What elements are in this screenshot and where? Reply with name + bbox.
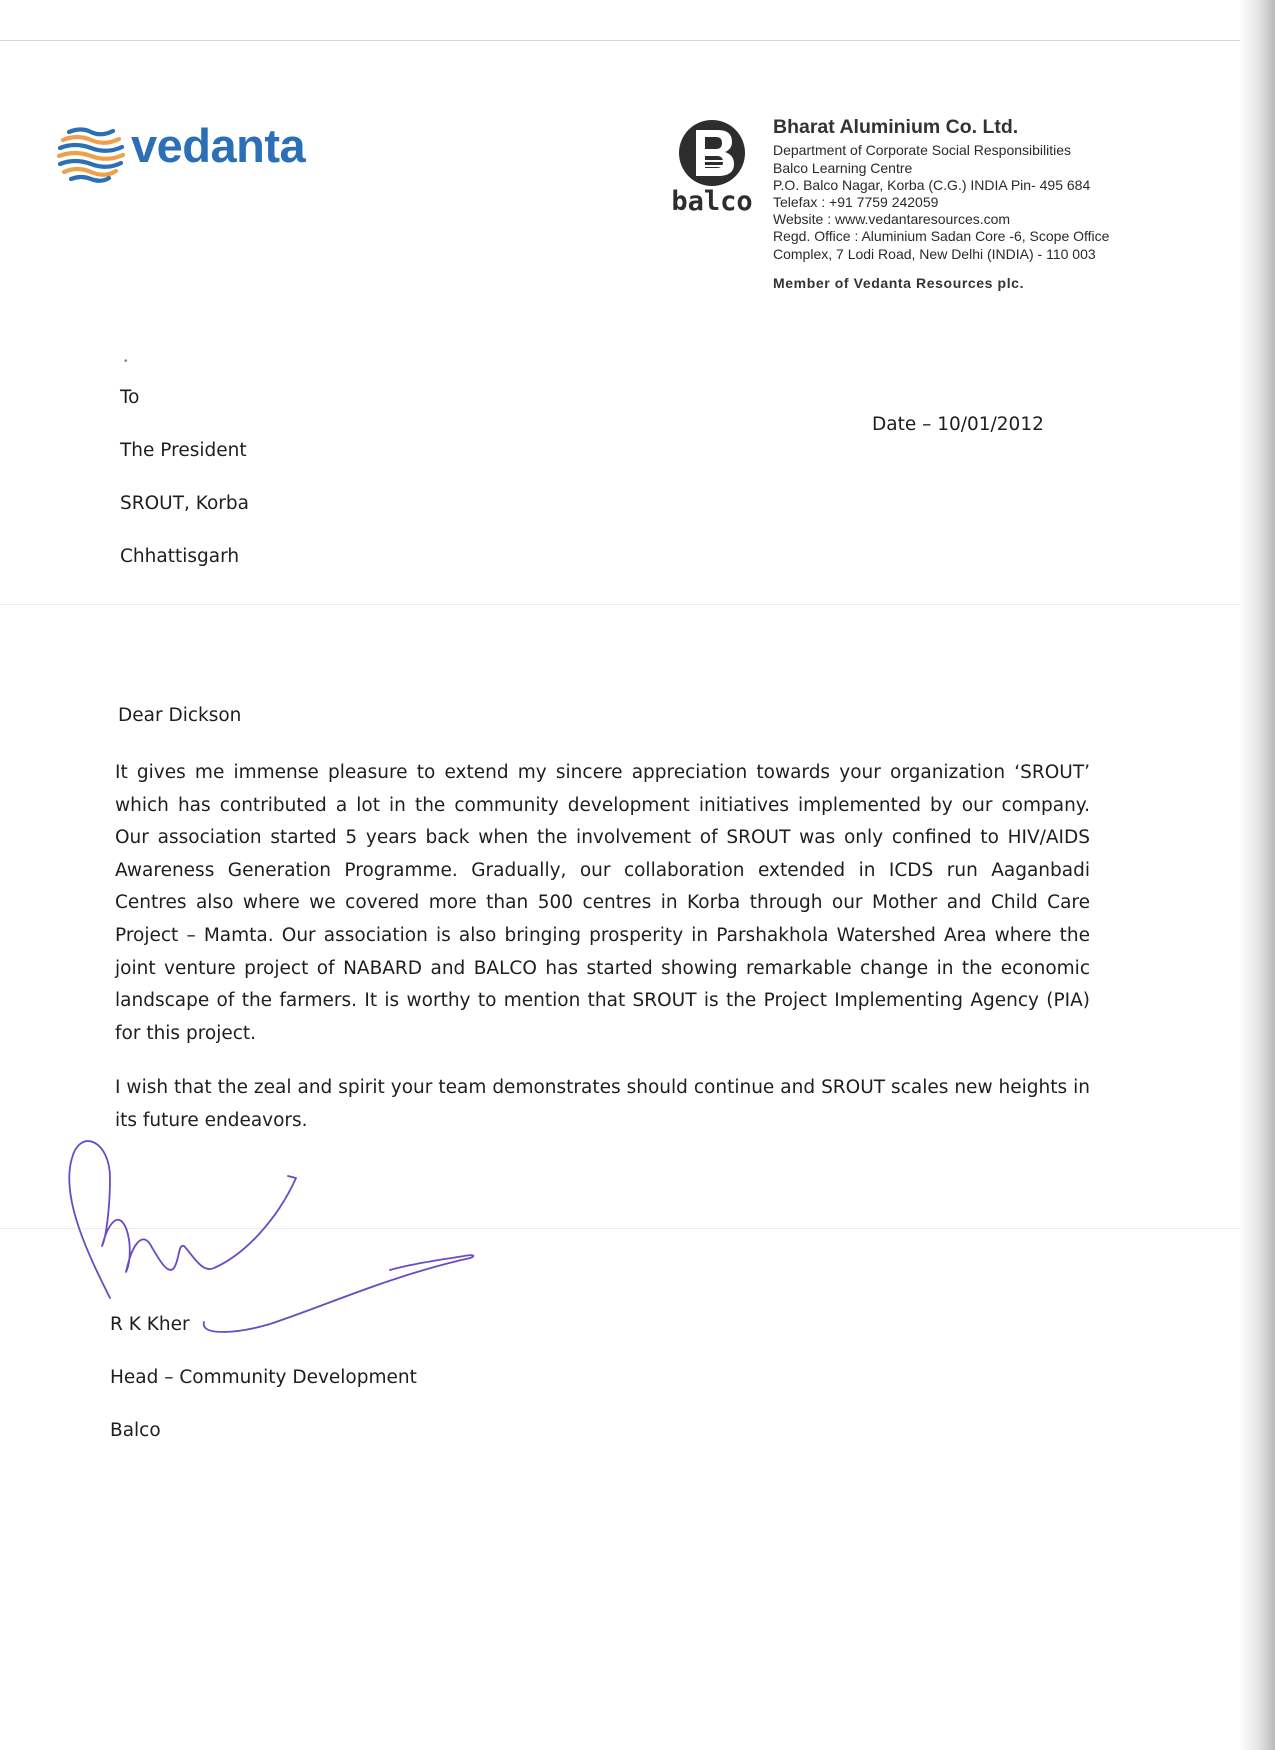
paragraph-line: its future endeavors. xyxy=(115,1109,308,1131)
body-paragraph xyxy=(115,757,1090,1050)
letterhead-line: Telefax : +91 7759 242059 xyxy=(773,194,939,211)
salutation: Dear Dickson xyxy=(118,705,242,726)
paragraph-line: It gives me immense pleasure to extend my sincere appreciation towards your organization ‘SROUT’ xyxy=(115,762,1090,783)
signatory-title: Head – Community Development xyxy=(110,1367,417,1388)
recipient-line: Chhattisgarh xyxy=(120,546,240,567)
letterhead-line: Website : www.vedantaresources.com xyxy=(773,211,1011,228)
letter-date: Date – 10/01/2012 xyxy=(872,413,1044,435)
letterhead-line: Department of Corporate Social Responsibilities xyxy=(773,142,1072,159)
paragraph-line: Awareness Generation Programme. Gradually, our collaboration extended in ICDS run Aaganbadi xyxy=(115,859,1090,881)
signatory-org: Balco xyxy=(110,1420,161,1441)
member-line: Member of Vedanta Resources plc. xyxy=(773,274,1025,291)
paragraph-line: for this project. xyxy=(115,1022,257,1044)
company-name: Bharat Aluminium Co. Ltd. xyxy=(773,116,1019,138)
balco-wordmark: balco xyxy=(671,186,753,214)
balco-logo xyxy=(660,116,764,214)
recipient-line: SROUT, Korba xyxy=(120,493,249,514)
vedanta-wordmark: vedanta xyxy=(131,119,306,172)
handwritten-signature xyxy=(60,1128,480,1338)
paragraph-line: landscape of the farmers. It is worthy to mention that SROUT is the Project Implementing Agency (PIA) xyxy=(115,990,1090,1012)
scan-shadow xyxy=(1239,0,1275,1750)
paragraph-line: Project – Mamta. Our association is also bringing prosperity in Parshakhola Watershed Area where the xyxy=(115,924,1090,946)
letterhead-line: Regd. Office : Aluminium Sadan Core -6, Scope Office xyxy=(773,228,1110,245)
letterhead-address xyxy=(773,117,1213,305)
recipient-line: The President xyxy=(120,440,247,461)
scan-edge-line xyxy=(0,40,1240,41)
letterhead-line: P.O. Balco Nagar, Korba (C.G.) INDIA Pin- 495 684 xyxy=(773,176,1091,193)
vedanta-wave-icon xyxy=(55,122,127,186)
signatory-name: R K Kher xyxy=(110,1314,190,1335)
vedanta-logo xyxy=(55,118,325,190)
paragraph-line: Our association started 5 years back when the involvement of SROUT was only confined to HIV/AIDS xyxy=(115,827,1090,849)
paragraph-line: Centres also where we covered more than 500 centres in Korba through our Mother and Child Care xyxy=(115,892,1090,914)
scan-speck: • xyxy=(124,356,128,367)
letterhead-line: Balco Learning Centre xyxy=(773,159,913,176)
recipient-to: To xyxy=(120,387,140,408)
paragraph-line: I wish that the zeal and spirit your team demonstrates should continue and SROUT scales new heights in xyxy=(115,1077,1090,1098)
paper-fold-line xyxy=(0,604,1240,605)
paragraph-line: joint venture project of NABARD and BALCO has started showing remarkable change in the economic xyxy=(115,957,1090,979)
letterhead-line: Complex, 7 Lodi Road, New Delhi (INDIA) - 110 003 xyxy=(773,245,1096,262)
paragraph-line: which has contributed a lot in the community development initiatives implemented by our company. xyxy=(115,794,1090,816)
